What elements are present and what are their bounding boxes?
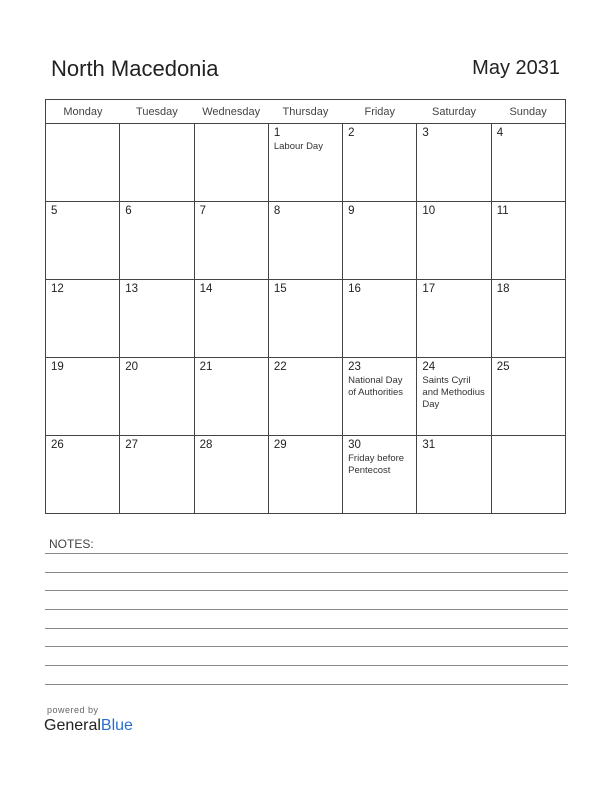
day-cell (343, 124, 417, 202)
weekday-header: Thursday (268, 100, 342, 124)
day-cell (120, 358, 194, 436)
day-cell (343, 436, 417, 514)
day-number: 17 (422, 283, 436, 295)
calendar-grid (45, 99, 566, 514)
week-row (46, 280, 566, 358)
day-cell (417, 358, 491, 436)
day-cell (268, 124, 342, 202)
notes-line (45, 572, 568, 573)
day-number: 27 (125, 439, 139, 451)
day-cell (343, 358, 417, 436)
weekday-header: Saturday (417, 100, 491, 124)
day-number: 15 (273, 283, 287, 295)
notes-line (45, 553, 568, 554)
day-number: 31 (422, 439, 436, 451)
notes-line (45, 665, 568, 666)
day-number: 9 (348, 205, 355, 217)
day-number: 22 (273, 361, 287, 373)
weekday-header: Sunday (491, 100, 565, 124)
day-cell (120, 280, 194, 358)
day-cell (417, 202, 491, 280)
day-cell (46, 124, 120, 202)
day-cell (46, 202, 120, 280)
day-number: 6 (125, 205, 132, 217)
day-number: 13 (125, 283, 139, 295)
day-number: 28 (199, 439, 213, 451)
day-number: 14 (199, 283, 213, 295)
day-cell (120, 124, 194, 202)
day-number: 20 (125, 361, 139, 373)
day-number: 26 (51, 439, 64, 451)
brand-blue: Blue (100, 717, 133, 734)
day-cell (46, 436, 120, 514)
day-cell (194, 202, 268, 280)
day-cell (194, 436, 268, 514)
notes-line (45, 609, 568, 610)
day-cell (343, 280, 417, 358)
day-number: 29 (273, 439, 287, 451)
notes-line (45, 684, 568, 685)
brand-general: General (44, 717, 101, 734)
day-number: 1 (273, 127, 281, 139)
day-cell (417, 124, 491, 202)
day-cell (491, 436, 565, 514)
day-cell (417, 280, 491, 358)
day-number: 18 (496, 283, 510, 295)
day-number: 30 (348, 439, 361, 451)
day-cell (194, 358, 268, 436)
day-cell (268, 436, 342, 514)
holiday-label: National Day of Authorities (348, 375, 404, 398)
day-number: 10 (422, 205, 436, 217)
day-cell (343, 202, 417, 280)
day-cell (268, 280, 342, 358)
day-number: 25 (496, 361, 510, 373)
month-title: May 2031 (472, 57, 560, 79)
brand-logo (44, 717, 133, 735)
day-number: 12 (51, 283, 64, 295)
day-number: 23 (348, 361, 361, 373)
day-number: 8 (273, 205, 281, 217)
day-cell (491, 124, 565, 202)
day-number: 7 (199, 205, 206, 217)
day-number: 11 (496, 205, 509, 217)
day-number: 4 (496, 127, 504, 139)
holiday-label: Labour Day (273, 141, 323, 152)
day-cell (491, 280, 565, 358)
day-number: 5 (51, 205, 58, 217)
holiday-label: Saints Cyril and Methodius Day (422, 375, 485, 410)
country-title: North Macedonia (51, 56, 219, 81)
notes-line (45, 646, 568, 647)
day-number: 3 (422, 127, 429, 139)
weekday-header: Friday (343, 100, 417, 124)
day-cell (194, 280, 268, 358)
week-row (46, 358, 566, 436)
day-number: 16 (348, 283, 361, 295)
day-number: 19 (51, 361, 64, 373)
day-cell (194, 124, 268, 202)
week-row (46, 202, 566, 280)
day-number: 21 (199, 361, 213, 373)
weekday-header: Tuesday (120, 100, 194, 124)
weekday-header-row (46, 100, 566, 124)
day-number: 2 (348, 127, 355, 139)
week-row (46, 124, 566, 202)
notes-line (45, 590, 568, 591)
week-row (46, 436, 566, 514)
powered-by-text: powered by (47, 705, 99, 715)
day-cell (268, 358, 342, 436)
day-number: 24 (422, 361, 436, 373)
day-cell (268, 202, 342, 280)
day-cell (46, 358, 120, 436)
day-cell (46, 280, 120, 358)
notes-line (45, 628, 568, 629)
day-cell (491, 358, 565, 436)
notes-label: NOTES: (49, 537, 94, 551)
weekday-header: Wednesday (194, 100, 268, 124)
day-cell (417, 436, 491, 514)
day-cell (120, 202, 194, 280)
holiday-label: Friday before Pentecost (348, 453, 405, 476)
day-cell (491, 202, 565, 280)
day-cell (120, 436, 194, 514)
weekday-header: Monday (46, 100, 120, 124)
